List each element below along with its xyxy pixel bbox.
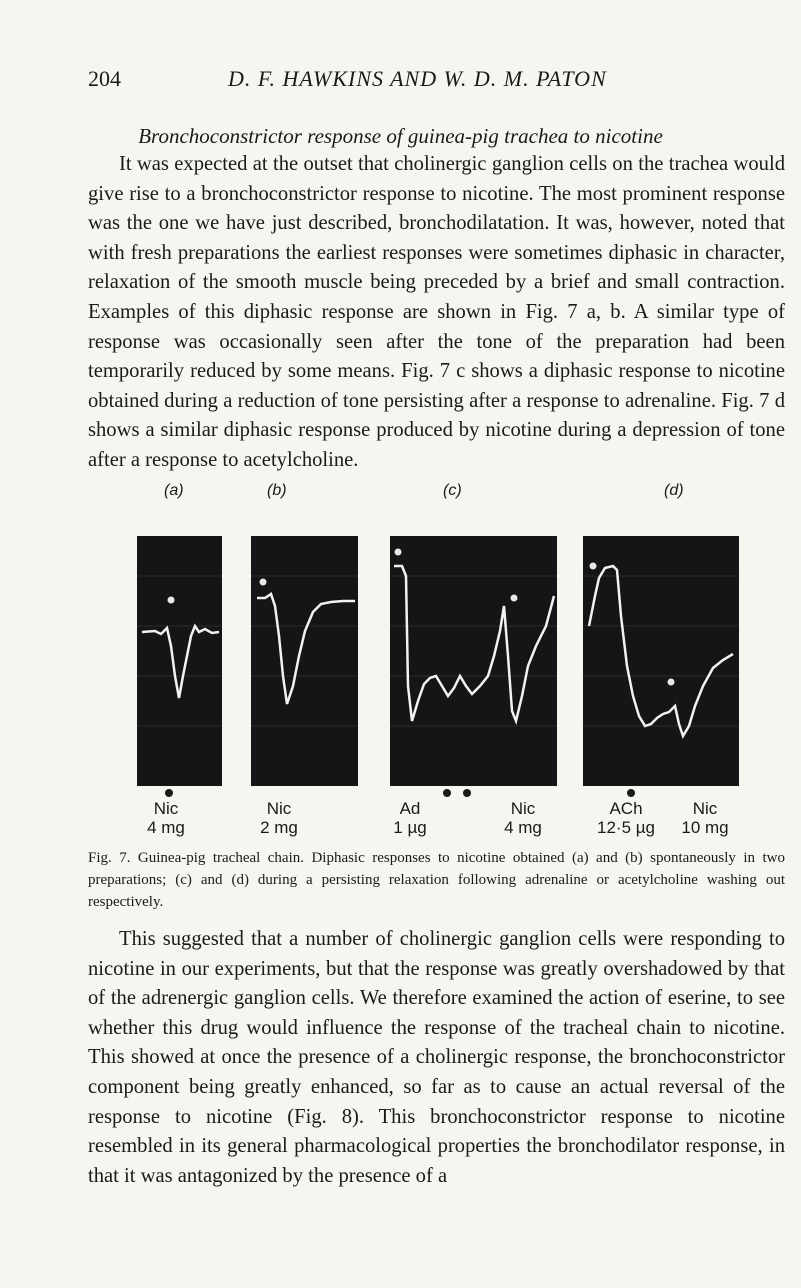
drug-marker-dot [260,579,267,586]
caption-text: Guinea-pig tracheal chain. Diphasic responses to nicotine obtained (a) and (b) spontaneously in two preparations; (c) and (d) during a persisting relaxation following adrenaline or acetylcholine washing out respectively. [88,850,785,910]
section-title: Bronchoconstrictor response of guinea-pig trachea to nicotine [138,124,663,148]
dose-amount: 12·5 µg [597,818,655,837]
dose-label-5 [586,799,666,837]
trace-panel-b [251,536,358,786]
trace-panel-d [583,536,739,786]
dose-label-2 [249,799,309,837]
panel-label-c: (c) [443,482,462,499]
dose-label-4 [488,799,558,837]
figure-caption [88,847,785,913]
dose-amount: 4 mg [504,818,542,837]
paragraph-2: This suggested that a number of cholinergic ganglion cells were responding to nicotine in our experiments, but that the response was greatly overshadowed by that of the adrenergic ganglion cells. We therefore examined the action of eserine, to see whether this drug would influence the response of the tracheal chain to nicotine. This showed at once the presence of a cholinergic response, the bronchoconstrictor component being greatly enhanced, so far as to cause an actual reversal of the response to nicotine (Fig. 8). This bronchoconstrictor response to nicotine resembled in its general pharmacological properties the bronchodilator response, in that it was antagonized by the presence of a [88,928,785,1187]
panel-label-d: (d) [664,482,684,499]
dose-amount: 10 mg [681,818,729,837]
dose-drug: Nic [692,799,718,818]
drug-marker-dot [511,595,518,602]
dose-amount: 4 mg [147,818,185,837]
panel-label-b: (b) [267,482,287,499]
dose-amount: 1 µg [393,818,427,837]
dose-drug: Ad [399,799,421,818]
page-number: 204 [88,66,121,91]
page-header [88,66,780,96]
dose-marker-dot [463,789,471,797]
panel-label-a: (a) [164,482,184,499]
trace-panel-a [137,536,222,786]
drug-marker-dot [395,549,402,556]
dose-marker-dot [627,789,635,797]
dose-drug: Nic [510,799,536,818]
drug-marker-dot [590,563,597,570]
dose-amount: 2 mg [260,818,298,837]
running-head: D. F. HAWKINS AND W. D. M. PATON [228,66,607,91]
dose-drug: Nic [266,799,292,818]
caption-label: Fig. 7. [88,850,131,866]
drug-marker-dot [668,679,675,686]
dose-label-1 [136,799,196,837]
paragraph-1: It was expected at the outset that cholinergic ganglion cells on the trachea would give rise to a bronchoconstrictor response to nicotine. The most prominent response was the one we have just described, bronchodilatation. It was, however, noted that with fresh preparations the earliest responses were sometimes diphasic in character, relaxation of the smooth muscle being preceded by a brief and small contraction. Examples of this diphasic response are shown in Fig. 7 a, b. A similar type of response was occasionally seen after the tone of the preparation had been temporarily reduced by some means. Fig. 7 c shows a diphasic response to nicotine obtained during a reduction of tone persisting after a response to adrenaline. Fig. 7 d shows a similar diphasic response produced by nicotine during a depression of tone after a response to acetylcholine. [88,153,785,471]
drug-marker-dot [168,597,175,604]
trace-panel-c [390,536,557,786]
dose-label-3 [380,799,440,837]
dose-marker-dot [443,789,451,797]
dose-marker-row [137,786,757,800]
dose-label-6 [670,799,740,837]
dose-drug: Nic [153,799,179,818]
dose-drug: ACh [609,799,643,818]
dose-marker-dot [165,789,173,797]
